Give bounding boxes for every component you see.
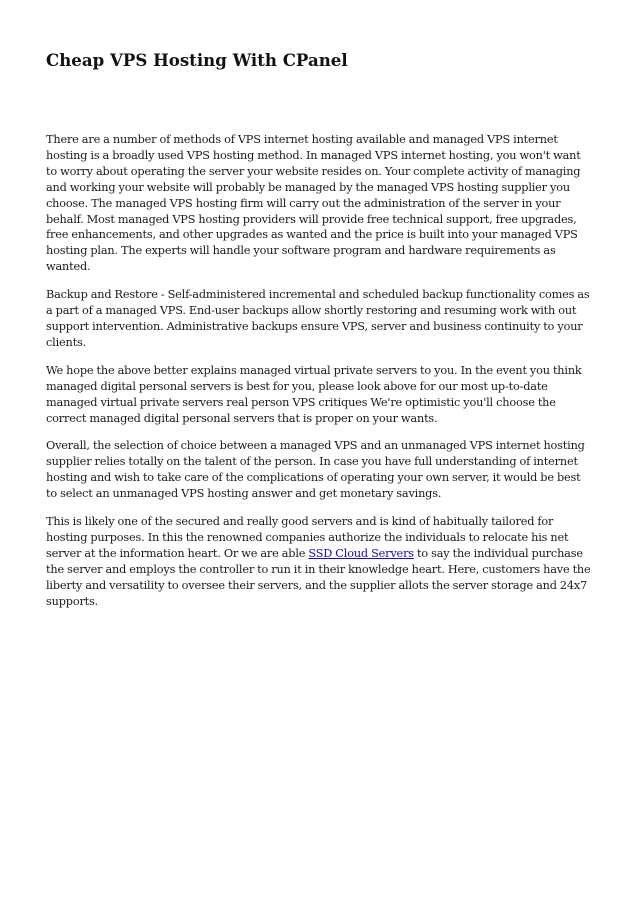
document-title: Cheap VPS Hosting With CPanel bbox=[46, 50, 348, 70]
paragraph-intro: There are a number of methods of VPS internet hosting available and managed VPS internet hosting is a broadly used VPS hosting method. In managed VPS internet hosting, you won't want to worry about operating the server your website resides on. Your complete activity of managing and working your website will probably be managed by the managed VPS hosting supplier you choose. The managed VPS hosting firm will carry out the administration of the server in your behalf. Most managed VPS hosting providers will provide free technical support, free upgrades, free enhancements, and other upgrades as wanted and the price is built into your managed VPS hosting plan. The experts will handle your software program and hardware requirements as wanted. bbox=[46, 133, 581, 274]
document-page bbox=[46, 49, 592, 621]
document-body bbox=[46, 132, 592, 609]
paragraph-explains: We hope the above better explains managed virtual private servers to you. In the event you think managed digital personal servers is best for you, please look above for our most up-to-date managed virtual private servers real person VPS critiques We're optimistic you'll choose the correct managed digital personal servers that is proper on your wants. bbox=[46, 363, 582, 425]
paragraph-text-before-link: This is likely one of the secured and really good servers and is kind of habitually tailored for hosting purposes. In this the renowned companies authorize the individuals to relocate his net server at the information heart. Or we are able bbox=[46, 515, 569, 560]
paragraph-overall: Overall, the selection of choice between a managed VPS and an unmanaged VPS internet hosting supplier relies totally on the talent of the person. In case you have full understanding of internet hosting and wish to take care of the complications of operating your own server, it would be best to select an unmanaged VPS hosting answer and get monetary savings. bbox=[46, 439, 585, 501]
paragraph-text-after-link: to say the individual purchase the server and employs the controller to run it in their knowledge heart. Here, customers have the liberty and versatility to oversee their servers, and the supplier allots the server storage and 24x7 supports. bbox=[46, 546, 591, 608]
paragraph-backup-restore: Backup and Restore - Self-administered incremental and scheduled backup functionality comes as a part of a managed VPS. End-user backups allow shortly restoring and resuming work with out support intervention. Administrative backups ensure VPS, server and business continuity to your clients. bbox=[46, 288, 590, 349]
ssd-cloud-servers-link[interactable]: SSD Cloud Servers bbox=[308, 546, 414, 560]
paragraph-secured-servers bbox=[46, 514, 592, 609]
